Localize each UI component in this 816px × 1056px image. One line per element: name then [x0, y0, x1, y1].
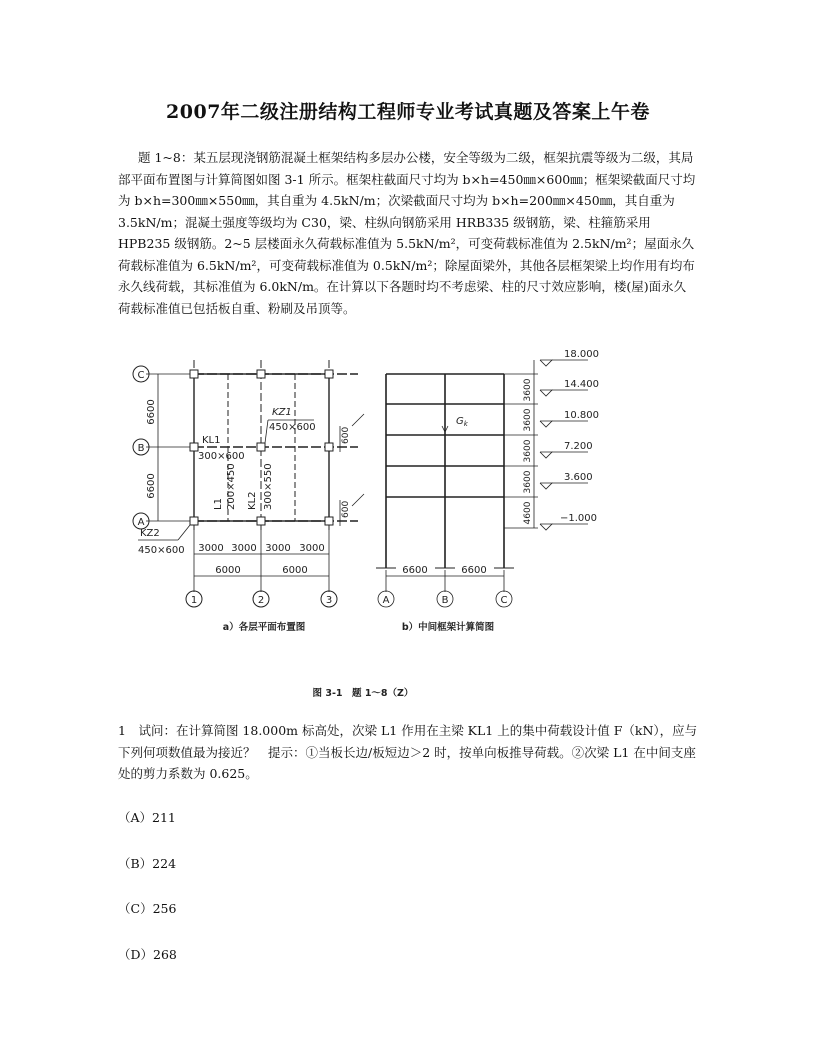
- elevation-label: −1.000: [560, 513, 598, 524]
- frame-axis-label-b: B: [441, 595, 449, 606]
- column: [190, 517, 198, 525]
- dim-span-left-upper: 6600: [146, 399, 157, 425]
- column: [190, 370, 198, 378]
- column: [325, 370, 333, 378]
- story-height: 4600: [523, 501, 533, 525]
- axis-label-c: C: [137, 370, 145, 381]
- plan-labels: [138, 370, 351, 633]
- elevation-label: 3.600: [564, 472, 593, 483]
- option-a[interactable]: （A）211: [118, 810, 176, 825]
- story-height: 3600: [523, 470, 533, 494]
- answer-options: [118, 808, 698, 990]
- axis-label-a: A: [137, 517, 145, 528]
- dim-span-left-lower: 6600: [146, 473, 157, 499]
- figure-svg: [118, 340, 698, 710]
- level-marker: [540, 524, 552, 530]
- label-600-upper: 600: [341, 426, 351, 444]
- axis-label-2: 2: [257, 595, 265, 606]
- dim-3000: 3000: [265, 543, 291, 554]
- level-marker: [540, 483, 552, 489]
- label-kl1-size: 300×600: [198, 451, 245, 462]
- problem-intro: [118, 147, 698, 319]
- story-height: 3600: [523, 439, 533, 463]
- break-line: [352, 414, 364, 426]
- load-label-sub: k: [463, 420, 468, 428]
- axis-label-1: 1: [190, 595, 198, 606]
- plan-drawing: [133, 360, 364, 607]
- option-c[interactable]: （C）256: [118, 901, 177, 916]
- elevation-label: 7.200: [564, 441, 593, 452]
- question-1: [118, 720, 698, 785]
- label-l1: L1: [213, 498, 224, 510]
- level-marker: [540, 421, 552, 427]
- frame-axis-label-c: C: [500, 595, 508, 606]
- figure-3-1: [118, 340, 698, 710]
- plan-caption: a）各层平面布置图: [222, 622, 306, 633]
- column: [325, 517, 333, 525]
- story-height: 3600: [523, 408, 533, 432]
- elevation-label: 10.800: [564, 410, 599, 421]
- dim-6000: 6000: [215, 565, 241, 576]
- column: [257, 370, 265, 378]
- column: [190, 443, 198, 451]
- dim-6000: 6000: [282, 565, 308, 576]
- leader-kz1: [265, 420, 268, 443]
- axis-label-b: B: [137, 443, 145, 454]
- elevation-label: 14.400: [564, 379, 599, 390]
- dim-3000: 3000: [231, 543, 257, 554]
- question-text: 1 试问：在计算简图 18.000m 标高处，次梁 L1 作用在主梁 KL1 上的集中荷载设计值 F（kN），应与下列何项数值最为接近？ 提示：①当板长边/板短边＞2 时，按单向板推导荷载。②次梁 L1 在中间支座处的剪力系数为 0.625。: [118, 723, 698, 781]
- level-marker: [540, 360, 552, 366]
- elevation-label: 18.000: [564, 349, 599, 360]
- label-kz1: KZ1: [272, 407, 292, 418]
- option-b[interactable]: （B）224: [118, 855, 177, 871]
- intro-paragraph: 题 1~8：某五层现浇钢筋混凝土框架结构多层办公楼，安全等级为二级，框架抗震等级为二级，其局部平面布置图与计算简图如图 3-1 所示。框架柱截面尺寸均为 b×h=450㎜×600㎜；框架梁截面尺寸均为 b×h=300㎜×550㎜，其自重为 4.5kN/m；次梁截面尺寸均为 b×h=200㎜×450㎜，其自重为 3.5kN/m；混凝土强度等级均为 C30，梁、柱纵向钢筋采用 HRB335 级钢筋，梁、柱箍筋采用 HPB235 级钢筋。2~5 层楼面永久荷载标准值为 5.5kN/m²，可变荷载标准值为 2.5kN/m²；屋面永久荷载标准值为 6.5kN/m²，可变荷载标准值为 0.5kN/m²；除屋面梁外，其他各层框架梁上均作用有均布永久线荷载，其标准值为 6.0kN/m。在计算以下各题时均不考虑梁、柱的尺寸效应影响，楼(屋)面永久荷载标准值已包括板自重、粉刷及吊顶等。: [118, 150, 696, 316]
- level-marker: [540, 452, 552, 458]
- column: [325, 443, 333, 451]
- label-kl2: KL2: [247, 491, 258, 510]
- label-kz2: KZ2: [140, 528, 160, 539]
- figure-caption: 图 3-1 题 1～8（Z）: [312, 688, 414, 699]
- page-title: 2007年二级注册结构工程师专业考试真题及答案上午卷: [166, 101, 650, 123]
- label-l1-size: 200×450: [226, 463, 237, 510]
- label-kz1-size: 450×600: [269, 422, 316, 433]
- load-label-main: G: [456, 416, 464, 427]
- option-d[interactable]: （D）268: [118, 946, 177, 962]
- bay-dim: 6600: [461, 565, 487, 576]
- story-height: 3600: [523, 378, 533, 402]
- label-600-lower: 600: [341, 500, 351, 518]
- load-label: [456, 416, 469, 428]
- dim-3000: 3000: [198, 543, 224, 554]
- frame-caption: b）中间框架计算简图: [401, 622, 495, 633]
- bay-dim: 6600: [402, 565, 428, 576]
- frame-axis-label-a: A: [382, 595, 390, 606]
- level-marker: [540, 390, 552, 396]
- label-kl1: KL1: [202, 435, 221, 446]
- axis-label-3: 3: [325, 595, 333, 606]
- label-kz2-size: 450×600: [138, 545, 185, 556]
- column: [257, 443, 265, 451]
- leader-kz2: [178, 525, 190, 540]
- label-kl2-size: 300×550: [263, 463, 274, 510]
- dim-3000: 3000: [299, 543, 325, 554]
- column: [257, 517, 265, 525]
- frame-drawing: [376, 374, 514, 568]
- break-line: [352, 494, 364, 506]
